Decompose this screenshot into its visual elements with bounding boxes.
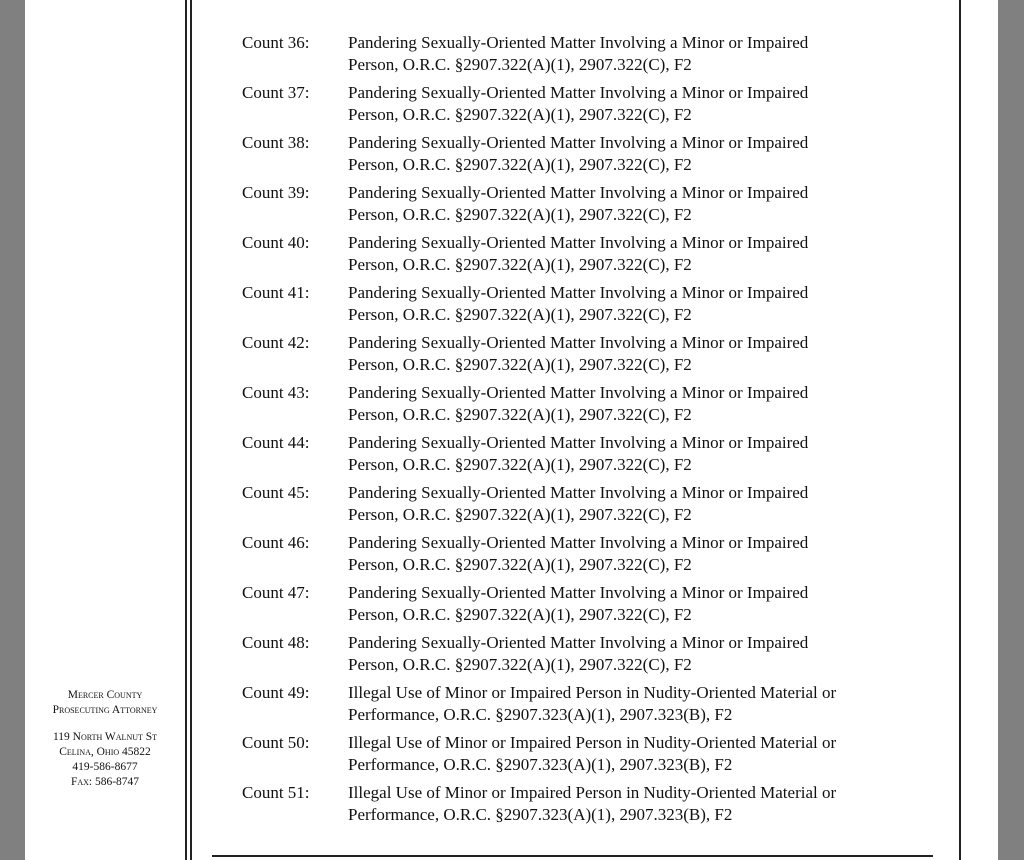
count-label: Count 37:: [242, 83, 310, 102]
count-label: Count 41:: [242, 283, 310, 302]
count-description: [348, 732, 908, 776]
count-description-line2: Person, O.R.C. §2907.322(A)(1), 2907.322(C), F2: [348, 605, 692, 624]
count-label: Count 39:: [242, 183, 310, 202]
count-description: [348, 32, 908, 76]
count-description: [348, 482, 908, 526]
count-label: Count 44:: [242, 433, 310, 452]
count-description-line2: Person, O.R.C. §2907.322(A)(1), 2907.322(C), F2: [348, 105, 692, 124]
count-description-line2: Person, O.R.C. §2907.322(A)(1), 2907.322(C), F2: [348, 255, 692, 274]
count-description-line1: Pandering Sexually-Oriented Matter Involving a Minor or Impaired: [348, 233, 809, 252]
count-label: Count 42:: [242, 333, 310, 352]
count-label: Count 50:: [242, 733, 310, 752]
count-description-line1: Pandering Sexually-Oriented Matter Involving a Minor or Impaired: [348, 633, 809, 652]
count-description-line2: Performance, O.R.C. §2907.323(A)(1), 2907.323(B), F2: [348, 805, 733, 824]
phone-number: 419-586-8677: [72, 761, 138, 773]
count-description-line2: Person, O.R.C. §2907.322(A)(1), 2907.322(C), F2: [348, 55, 692, 74]
count-label: Count 36:: [242, 33, 310, 52]
count-label: Count 48:: [242, 633, 310, 652]
count-description-line2: Performance, O.R.C. §2907.323(A)(1), 2907.323(B), F2: [348, 705, 733, 724]
count-label: Count 49:: [242, 683, 310, 702]
margin-rule-right: [190, 0, 192, 860]
count-description-line1: Pandering Sexually-Oriented Matter Involving a Minor or Impaired: [348, 433, 809, 452]
count-description: [348, 682, 908, 726]
street-address: 119 North Walnut St: [52, 731, 158, 743]
count-label: Count 43:: [242, 383, 310, 402]
count-description-line1: Pandering Sexually-Oriented Matter Involving a Minor or Impaired: [348, 183, 809, 202]
count-description-line2: Person, O.R.C. §2907.322(A)(1), 2907.322(C), F2: [348, 405, 692, 424]
margin-rule-left: [185, 0, 187, 860]
count-description-line1: Illegal Use of Minor or Impaired Person in Nudity-Oriented Material or: [348, 733, 837, 752]
count-description: [348, 232, 908, 276]
count-description-line1: Pandering Sexually-Oriented Matter Involving a Minor or Impaired: [348, 383, 809, 402]
count-description: [348, 82, 908, 126]
count-description-line2: Performance, O.R.C. §2907.323(A)(1), 2907.323(B), F2: [348, 755, 733, 774]
count-label: Count 51:: [242, 783, 310, 802]
office-name: Mercer County: [67, 689, 143, 701]
count-description: [348, 332, 908, 376]
count-description-line1: Illegal Use of Minor or Impaired Person in Nudity-Oriented Material or: [348, 783, 837, 802]
count-description-line1: Pandering Sexually-Oriented Matter Involving a Minor or Impaired: [348, 583, 809, 602]
prosecutor-address-block: [30, 688, 180, 790]
count-description-line1: Pandering Sexually-Oriented Matter Involving a Minor or Impaired: [348, 33, 809, 52]
page-right-rule: [959, 0, 961, 860]
count-description-line1: Pandering Sexually-Oriented Matter Involving a Minor or Impaired: [348, 533, 809, 552]
office-title: Prosecuting Attorney: [52, 704, 158, 716]
count-description-line1: Pandering Sexually-Oriented Matter Involving a Minor or Impaired: [348, 83, 809, 102]
count-description: [348, 382, 908, 426]
count-description-line1: Illegal Use of Minor or Impaired Person in Nudity-Oriented Material or: [348, 683, 837, 702]
count-description: [348, 182, 908, 226]
count-description: [348, 432, 908, 476]
count-description: [348, 782, 908, 826]
count-description: [348, 282, 908, 326]
count-description-line1: Pandering Sexually-Oriented Matter Involving a Minor or Impaired: [348, 333, 809, 352]
count-description: [348, 632, 908, 676]
count-description-line1: Pandering Sexually-Oriented Matter Involving a Minor or Impaired: [348, 133, 809, 152]
city-state-zip: Celina, Ohio 45822: [59, 746, 151, 758]
count-description-line1: Pandering Sexually-Oriented Matter Involving a Minor or Impaired: [348, 483, 809, 502]
count-label: Count 38:: [242, 133, 310, 152]
count-description-line2: Person, O.R.C. §2907.322(A)(1), 2907.322(C), F2: [348, 155, 692, 174]
count-description-line2: Person, O.R.C. §2907.322(A)(1), 2907.322(C), F2: [348, 505, 692, 524]
count-description-line2: Person, O.R.C. §2907.322(A)(1), 2907.322(C), F2: [348, 355, 692, 374]
count-description-line2: Person, O.R.C. §2907.322(A)(1), 2907.322(C), F2: [348, 305, 692, 324]
fax-number: Fax: 586-8747: [70, 776, 140, 788]
count-description: [348, 582, 908, 626]
count-label: Count 45:: [242, 483, 310, 502]
bottom-rule: [212, 855, 933, 857]
count-label: Count 46:: [242, 533, 310, 552]
count-description-line2: Person, O.R.C. §2907.322(A)(1), 2907.322(C), F2: [348, 655, 692, 674]
count-label: Count 47:: [242, 583, 310, 602]
count-label: Count 40:: [242, 233, 310, 252]
count-description-line2: Person, O.R.C. §2907.322(A)(1), 2907.322(C), F2: [348, 455, 692, 474]
count-description: [348, 132, 908, 176]
count-description-line2: Person, O.R.C. §2907.322(A)(1), 2907.322(C), F2: [348, 205, 692, 224]
count-description: [348, 532, 908, 576]
count-description-line1: Pandering Sexually-Oriented Matter Involving a Minor or Impaired: [348, 283, 809, 302]
count-description-line2: Person, O.R.C. §2907.322(A)(1), 2907.322(C), F2: [348, 555, 692, 574]
